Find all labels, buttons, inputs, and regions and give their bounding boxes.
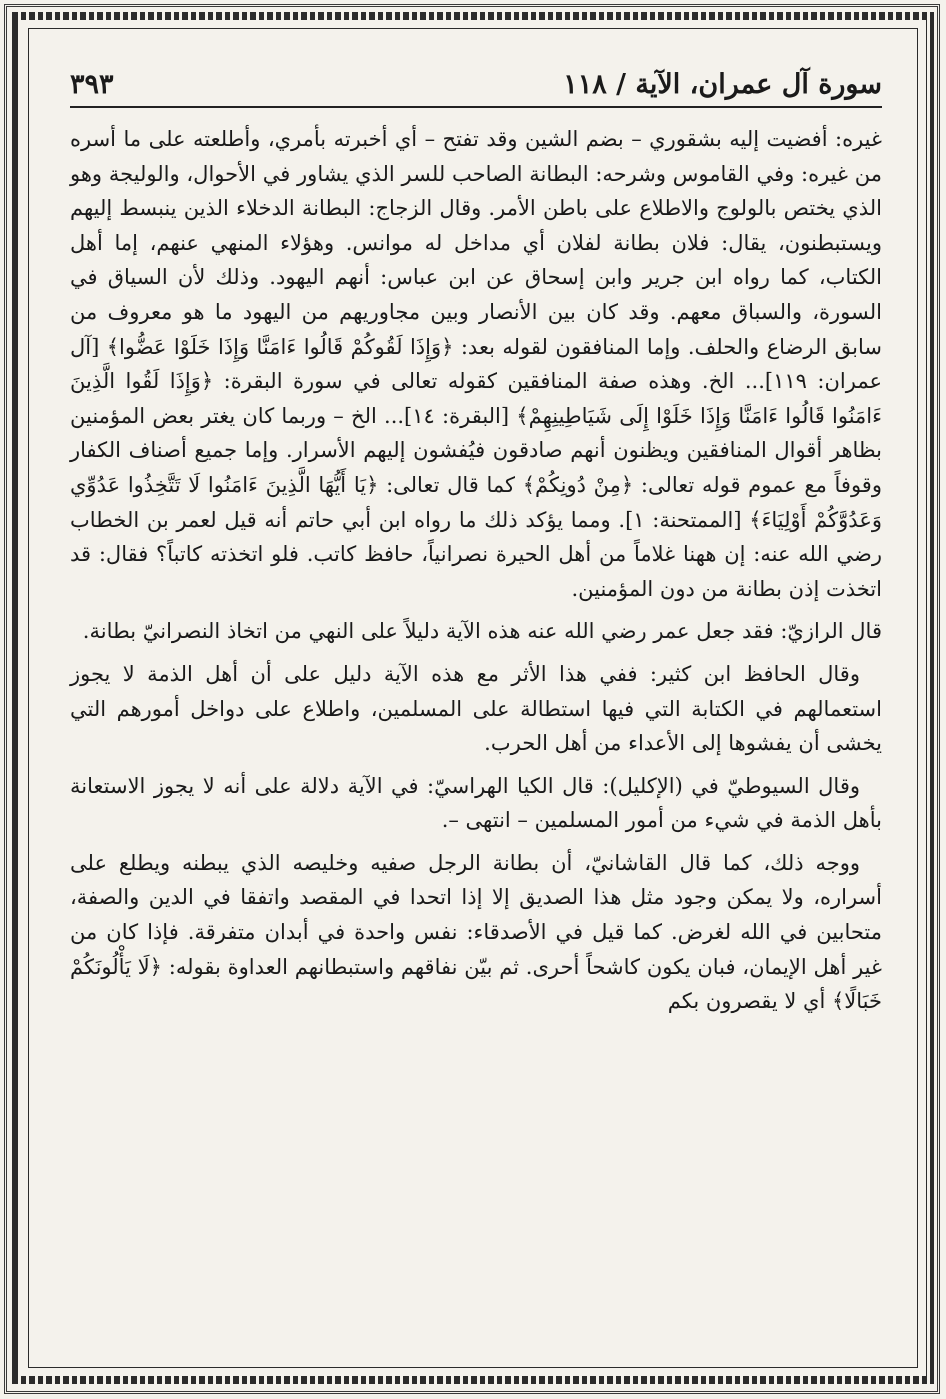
page-number: ٣٩٣ xyxy=(70,69,114,100)
page xyxy=(70,60,882,1360)
page-header xyxy=(70,60,882,108)
paragraph: وقال السيوطيّ في (الإكليل): قال الكيا الهراسيّ: في الآية دلالة على أنه لا يجوز الاستعانة بأهل الذمة في شيء من أمور المسلمين – انتهى –. xyxy=(70,773,882,833)
paragraph: ووجه ذلك، كما قال القاشانيّ، أن بطانة الرجل صفيه وخليصه الذي يبطنه ويطلع على أسراره، ولا يمكن وجود مثل هذا الصديق إلا إذا اتحدا في المقصد واتفقا في الدين والصفة، متحابين في الله لغرض. كما قيل في الأصدقاء: نفس واحدة في أبدان متفرقة. فإذا كان من غير أهل الإيمان، فبان يكون كاشحاً أحرى. ثم بيّن نفاقهم واستبطانهم العداوة بقوله: ﴿لَا يَأْلُونَكُمْ خَبَالًا﴾ أي لا يقصرون بكم xyxy=(70,850,882,1014)
page-body xyxy=(70,122,882,1019)
paragraph: وقال الحافظ ابن كثير: ففي هذا الأثر مع هذه الآية دليل على أن أهل الذمة لا يجوز استعمالهم في الكتابة التي فيها استطالة على المسلمين، واطلاع على دواخل أمورهم التي يخشى أن يفشوها إلى الأعداء من أهل الحرب. xyxy=(70,661,882,756)
paragraph: غيره: أفضيت إليه بشقوري – بضم الشين وقد تفتح – أي أخبرته بأمري، وأطلعته على ما أسره من غيره: وفي القاموس وشرحه: البطانة الصاحب للسر الذي يشاور في الأحوال، والوليجة وهو الذي يختص بالولوج والاطلاع على باطن الأمر. وقال الزجاج: البطانة الدخلاء الذين ينبسط إليهم ويستبطنون، يقال: فلان بطانة لفلان أي مداخل له موانس. وهؤلاء المنهي عنهم، إما أهل الكتاب، كما رواه ابن جرير وابن إسحاق عن ابن عباس: أنهم اليهود. وذلك لأن السياق في السورة، والسباق معهم. وقد كان بين الأنصار وبين مجاوريهم من اليهود ما هو معروف من سابق الرضاع والحلف. وإما المنافقون لقوله بعد: ﴿وَإِذَا لَقُوكُمْ قَالُوا ءَامَنَّا وَإِذَا خَلَوْا عَضُّوا﴾ [آل عمران: ١١٩]... الخ. وهذه صفة المنافقين كقوله تعالى في سورة البقرة: ﴿وَإِذَا لَقُوا الَّذِينَ ءَامَنُوا قَالُوا ءَامَنَّا وَإِذَا خَلَوْا إِلَى شَيَاطِينِهِمْ﴾ [البقرة: ١٤]... الخ – وربما كان يغتر بعض المؤمنين بظاهر أقوال المنافقين ويظنون أنهم صادقون فيُفشون إليهم الأسرار. وإما جميع أصناف الكفار وقوفاً مع عموم قوله تعالى: ﴿مِنْ دُونِكُمْ﴾ كما قال تعالى: ﴿يَا أَيُّهَا الَّذِينَ ءَامَنُوا لَا تَتَّخِذُوا عَدُوِّي وَعَدُوَّكُمْ أَوْلِيَاءَ﴾ [الممتحنة: ١]. ومما يؤكد ذلك ما رواه ابن أبي حاتم أنه قيل لعمر بن الخطاب رضي الله عنه: إن ههنا غلاماً من أهل الحيرة نصرانياً، حافظ كاتب. فلو اتخذته كاتباً؟ فقال: قد اتخذت إذن بطانة من دون المؤمنين. xyxy=(70,127,883,601)
running-title: سورة آل عمران، الآية / ١١٨ xyxy=(563,69,882,100)
paragraph: قال الرازيّ: فقد جعل عمر رضي الله عنه هذه الآية دليلاً على النهي من اتخاذ النصرانيّ بطانة. xyxy=(82,619,882,644)
